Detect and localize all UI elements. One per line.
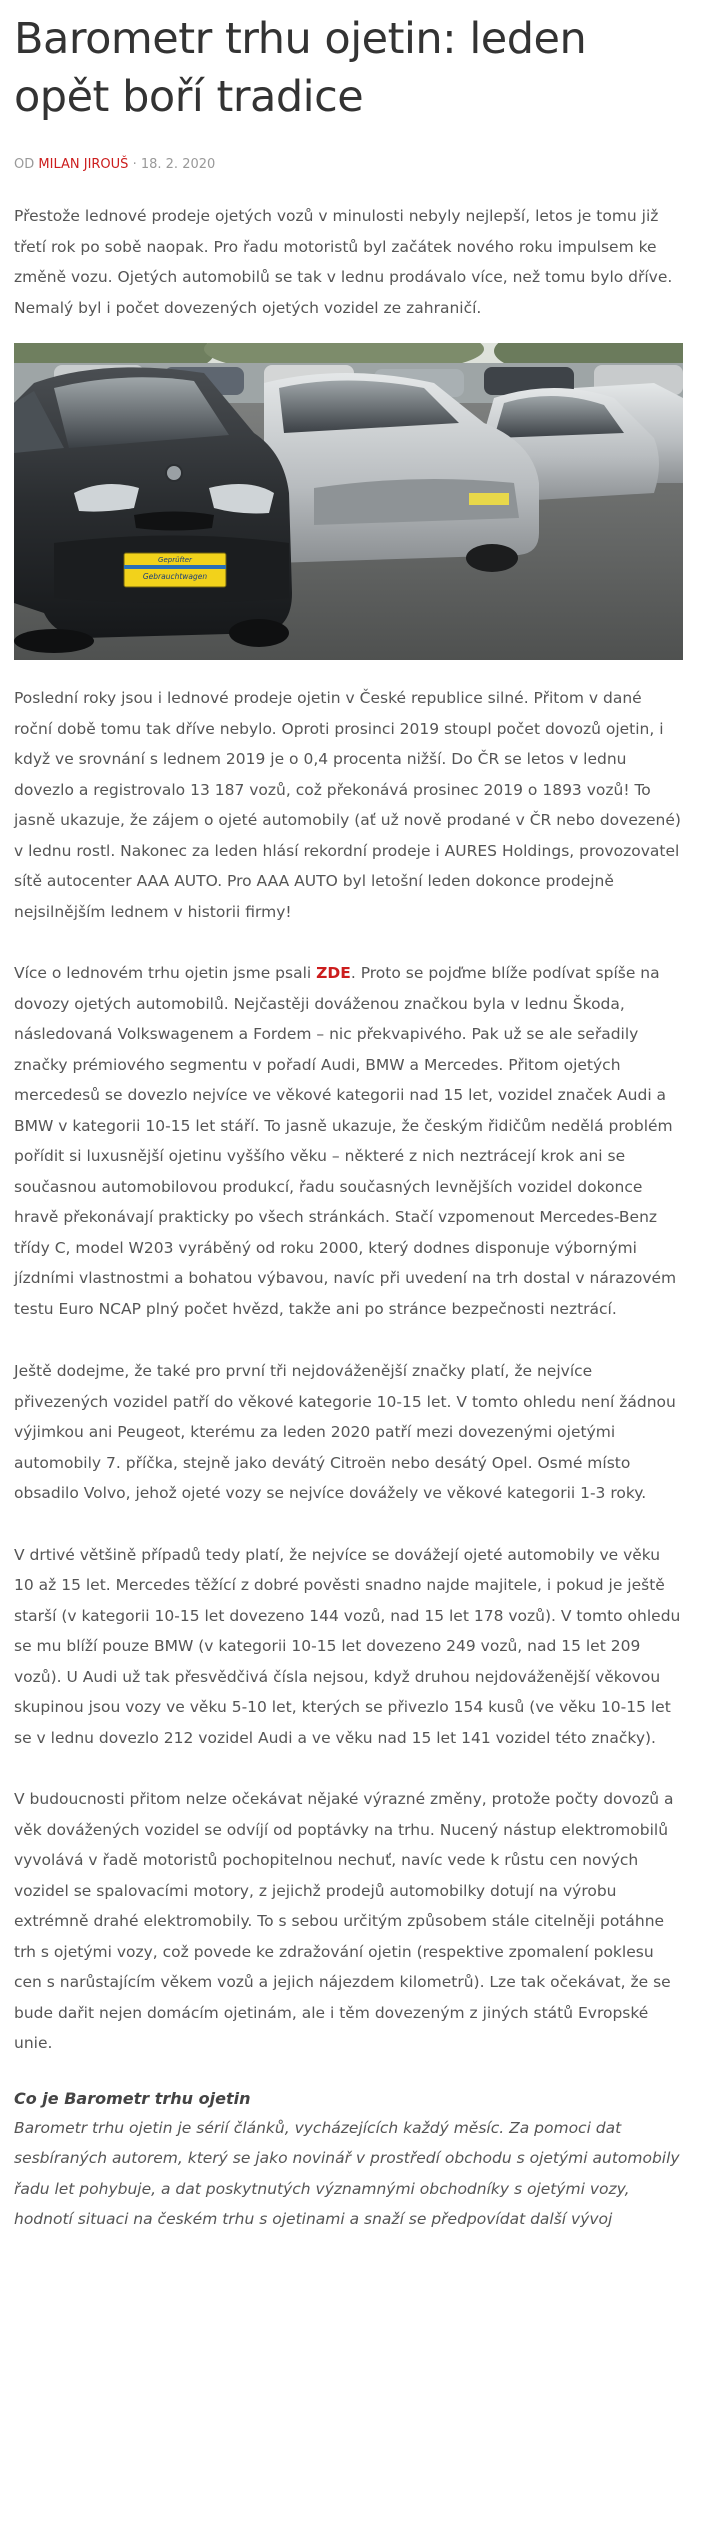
paragraph-6: V budoucnosti přitom nelze očekávat nějaké výrazné změny, protože počty dovozů a věk dovážených vozidel se odvíjí od poptávky na trhu. Nucený nástup elektromobilů vyvolává v řadě motoristů pochopitelnou nechuť, navíc vede k růstu cen nových vozidel se spalovacími motory, z jejichž prodejů automobilky dotují na výrobu extrémně drahé elektromobily. To s sebou určitým způsobem stále citelněji potáhne trh s ojetými vozy, což povede ke zdražování ojetin (respektive zpomalení poklesu cen s narůstajícím věkem vozů a jejich nájezdem kilometrů). Lze tak očekávat, že se bude dařit nejen domácím ojetinám, ale i těm dovezeným z jiných států Evropské unie. — [14, 1790, 674, 2052]
plate-line1: Geprüfter — [158, 556, 192, 564]
series-heading: Co je Barometr trhu ojetin — [14, 2088, 251, 2108]
article-meta — [14, 157, 681, 173]
used-cars-lot-photo — [14, 343, 683, 660]
paragraph-3 — [14, 958, 681, 1324]
plate-line2: Gebrauchtwagen — [142, 572, 208, 581]
paragraph-2: Poslední roky jsou i lednové prodeje ojetin v České republice silné. Přitom v dané roční době tomu tak dříve nebylo. Oproti prosinci 2019 stoupl počet dovozů ojetin, i když ve srovnání s lednem 2019 je o 0,4 procenta nižší. Do ČR se letos v lednu dovezlo a registrovalo 13 187 vozů, což překonává prosinec 2019 o 1893 vozů! To jasně ukazuje, že zájem o ojeté automobily (ať už nově prodané v ČR nebo dovezené) v lednu rostl. Nakonec za leden hlásí rekordní prodeje i AURES Holdings, provozovatel sítě autocenter AAA AUTO. Pro AAA AUTO byl letošní leden dokonce prodejně nejsilnějším lednem v historii firmy! — [14, 689, 681, 921]
paragraph-intro: Přestože lednové prodeje ojetých vozů v minulosti nebyly nejlepší, letos je tomu již třetí rok po sobě naopak. Pro řadu motoristů byl začátek nového roku impulsem ke změně vozu. Ojetých automobilů se tak v lednu prodávalo více, než tomu bylo dříve. Nemalý byl i počet dovezených ojetých vozidel ze zahraničí. — [14, 207, 673, 317]
zde-link[interactable]: ZDE — [316, 964, 351, 982]
author-link[interactable]: MILAN JIROUŠ — [38, 157, 129, 172]
series-description: Barometr trhu ojetin je sérií článků, vycházejících každý měsíc. Za pomoci dat sesbíraných autorem, který se jako novinář v prostředí obchodu s ojetými automobily řadu let pohybuje, a dat poskytnutých významnými obchodníky s ojetými vozy, hodnotí situaci na českém trhu s ojetinami a snaží se předpovídat další vývoj — [14, 2118, 680, 2228]
meta-separator: · — [132, 157, 137, 172]
meta-by-label: OD — [14, 157, 35, 172]
dealer-plate — [124, 553, 226, 587]
article-title: Barometr trhu ojetin: leden opět boří tradice — [14, 14, 587, 122]
paragraph-3-rest: . Proto se pojďme blíže podívat spíše na dovozy ojetých automobilů. Nejčastěji dováženou značkou byla v lednu Škoda, následovaná Volkswagenem a Fordem – nic překvapivého. Pak už se ale seřadily značky prémiového segmentu v pořadí Audi, BMW a Mercedes. Přitom ojetých mercedesů se dovezlo nejvíce ve věkové kategorii nad 15 let, vozidel značek Audi a BMW v kategorii 10-15 let stáří. To jasně ukazuje, že českým řidičům nedělá problém pořídit si luxusnější ojetinu vyššího věku – některé z nich neztrácejí krok ani se současnou automobilovou produkcí, řadu současných levnějších vozidel dokonce hravě překonávají prakticky po všech stránkách. Stačí vzpomenout Mercedes-Benz třídy C, model W203 vyráběný od roku 2000, který dodnes disponuje výbornými jízdními vlastnostmi a bohatou výbavou, navíc při uvedení na trh dostal v nárazovém testu Euro NCAP plný počet hvězd, takže ani po stránce bezpečnosti neztrácí. — [14, 964, 677, 1318]
paragraph-4: Ještě dodejme, že také pro první tři nejdováženější značky platí, že nejvíce přivezených vozidel patří do věkové kategorie 10-15 let. V tomto ohledu není žádnou výjimkou ani Peugeot, kterému za leden 2020 patří mezi dovezenými ojetými automobily 7. příčka, stejně jako devátý Citroën nebo desátý Opel. Osmé místo obsadilo Volvo, jehož ojeté vozy se nejvíce dovážely ve věkové kategorii 1-3 roky. — [14, 1362, 676, 1502]
paragraph-3-start: Více o lednovém trhu ojetin jsme psali — [14, 964, 317, 982]
article-photo — [14, 343, 683, 660]
paragraph-5: V drtivé většině případů tedy platí, že nejvíce se dovážejí ojeté automobily ve věku 10 až 15 let. Mercedes těžící z dobré pověsti snadno najde majitele, i pokud je ještě starší (v kategorii 10-15 let dovezeno 144 vozů, nad 15 let 178 vozů). V tomto ohledu se mu blíží pouze BMW (v kategorii 10-15 let dovezeno 249 vozů, nad 15 let 209 vozů). U Audi už tak přesvědčivá čísla nejsou, když druhou nejdováženější věkovou skupinou jsou vozy ve věku 5-10 let, kterých se přivezlo 154 kusů (ve věku 10-15 let se v lednu dovezlo 212 vozidel Audi a ve věku nad 15 let 141 vozidel této značky). — [14, 1545, 681, 1747]
article-body — [14, 201, 681, 2235]
publish-date: 18. 2. 2020 — [140, 157, 216, 172]
